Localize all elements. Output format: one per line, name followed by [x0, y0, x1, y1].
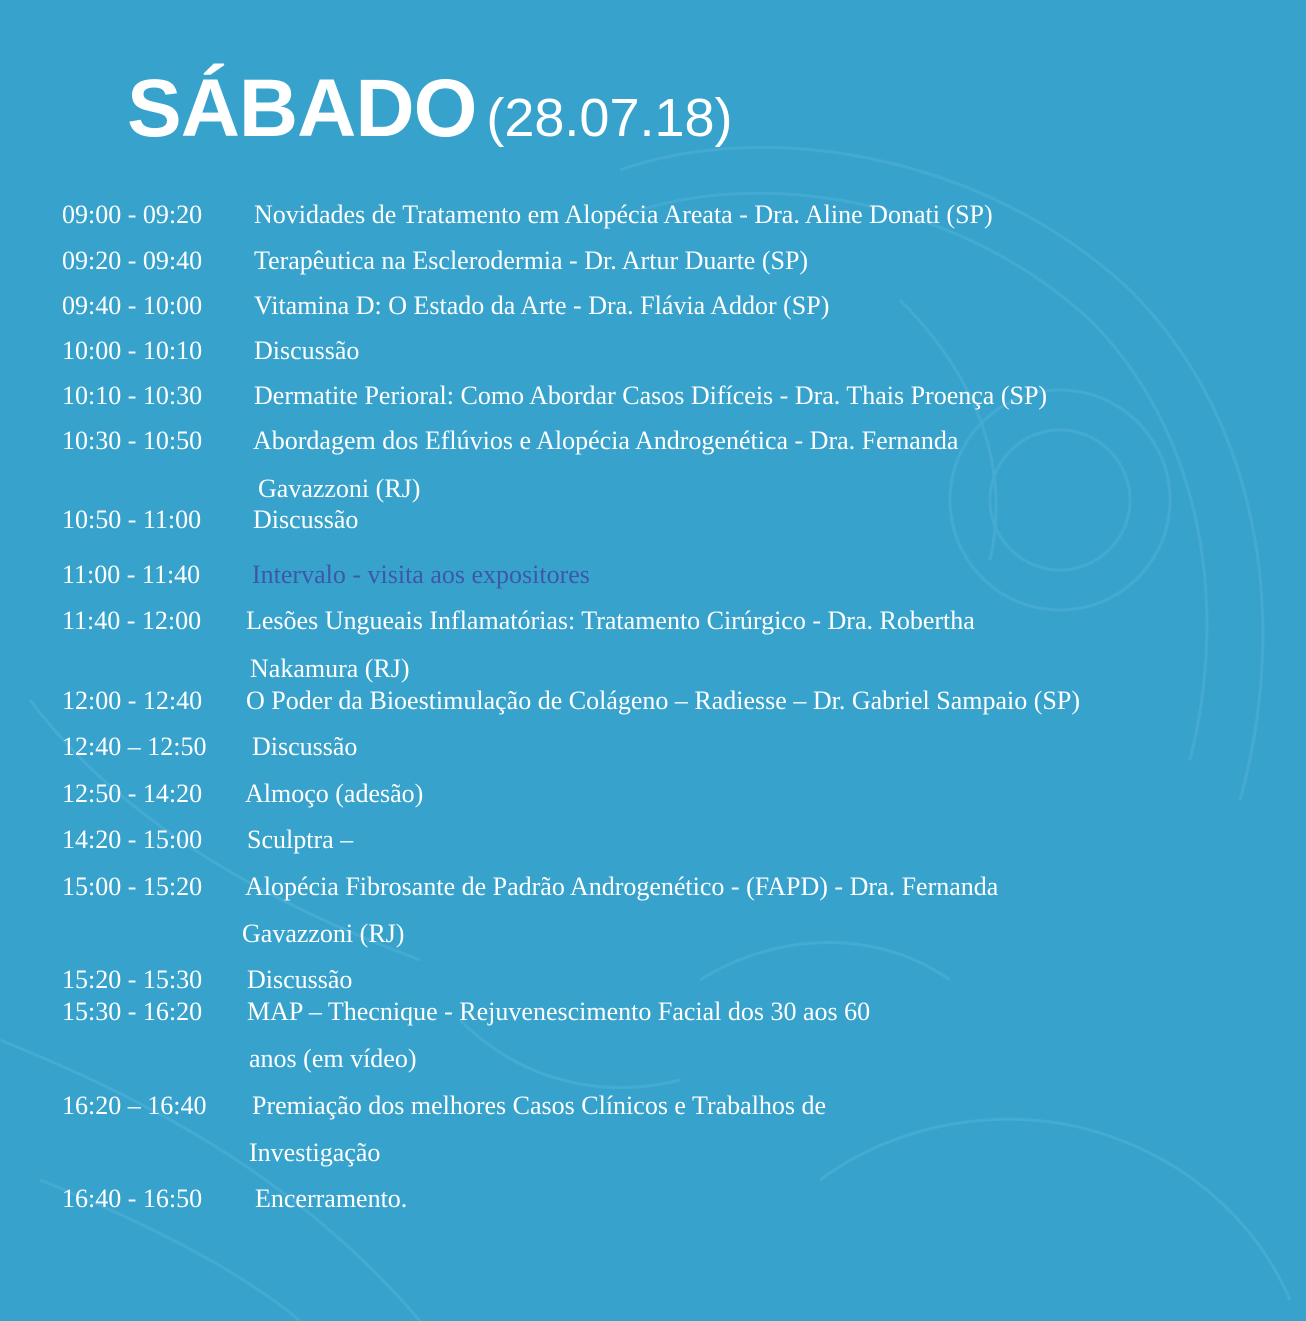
schedule-title: Dermatite Perioral: Como Abordar Casos Difíceis - Dra. Thais Proença (SP) — [254, 381, 1048, 410]
schedule-title-continuation: Nakamura (RJ) — [250, 654, 410, 683]
schedule-title: O Poder da Bioestimulação de Colágeno – Radiesse – Dr. Gabriel Sampaio (SP) — [246, 686, 1081, 715]
schedule-title: Encerramento. — [255, 1184, 408, 1213]
schedule-time: 16:20 – 16:40 — [62, 1091, 207, 1120]
schedule-time: 14:20 - 15:00 — [62, 825, 203, 854]
schedule-time: 11:00 - 11:40 — [62, 560, 201, 589]
schedule-time: 15:00 - 15:20 — [62, 872, 203, 901]
schedule-time: 12:50 - 14:20 — [62, 779, 203, 808]
schedule-title: Discussão — [253, 505, 359, 534]
schedule-title: Vitamina D: O Estado da Arte - Dra. Flávia Addor (SP) — [254, 291, 830, 320]
schedule-title: Almoço (adesão) — [245, 779, 424, 808]
schedule-title: Discussão — [247, 965, 353, 994]
schedule-title: Intervalo - visita aos expositores — [252, 560, 590, 589]
schedule-time: 10:30 - 10:50 — [62, 426, 203, 455]
title-day: SÁBADO — [127, 63, 477, 154]
schedule-title: MAP – Thecnique - Rejuvenescimento Facial dos 30 aos 60 — [247, 997, 871, 1026]
schedule-time: 12:00 - 12:40 — [62, 686, 203, 715]
schedule-time: 10:50 - 11:00 — [62, 505, 202, 534]
schedule-title: Lesões Ungueais Inflamatórias: Tratamento Cirúrgico - Dra. Robertha — [246, 606, 975, 635]
schedule-time: 09:20 - 09:40 — [62, 246, 203, 275]
schedule-time: 11:40 - 12:00 — [62, 606, 202, 635]
schedule-time: 09:00 - 09:20 — [62, 200, 203, 229]
schedule-title: Alopécia Fibrosante de Padrão Androgenético - (FAPD) - Dra. Fernanda — [245, 872, 999, 901]
schedule-title: Abordagem dos Eflúvios e Alopécia Androgenética - Dra. Fernanda — [253, 426, 959, 455]
schedule-title: Novidades de Tratamento em Alopécia Areata - Dra. Aline Donati (SP) — [254, 200, 993, 229]
schedule-title: Discussão — [252, 732, 358, 761]
schedule-time: 12:40 – 12:50 — [62, 732, 207, 761]
title-date: (28.07.18) — [486, 88, 733, 148]
schedule-title: Premiação dos melhores Casos Clínicos e Trabalhos de — [252, 1091, 827, 1120]
schedule-time: 10:00 - 10:10 — [62, 336, 203, 365]
schedule-title: Discussão — [254, 336, 360, 365]
schedule-title: Terapêutica na Esclerodermia - Dr. Artur Duarte (SP) — [254, 246, 809, 275]
schedule-title-continuation: Gavazzoni (RJ) — [258, 474, 421, 503]
schedule-time: 10:10 - 10:30 — [62, 381, 203, 410]
schedule-title-continuation: anos (em vídeo) — [249, 1044, 417, 1073]
schedule-title-continuation: Gavazzoni (RJ) — [242, 919, 405, 948]
schedule-time: 15:20 - 15:30 — [62, 965, 203, 994]
schedule-title-continuation: Investigação — [249, 1138, 381, 1167]
schedule-title: Sculptra – — [247, 825, 354, 854]
schedule-time: 16:40 - 16:50 — [62, 1184, 203, 1213]
schedule-time: 15:30 - 16:20 — [62, 997, 203, 1026]
schedule-time: 09:40 - 10:00 — [62, 291, 203, 320]
